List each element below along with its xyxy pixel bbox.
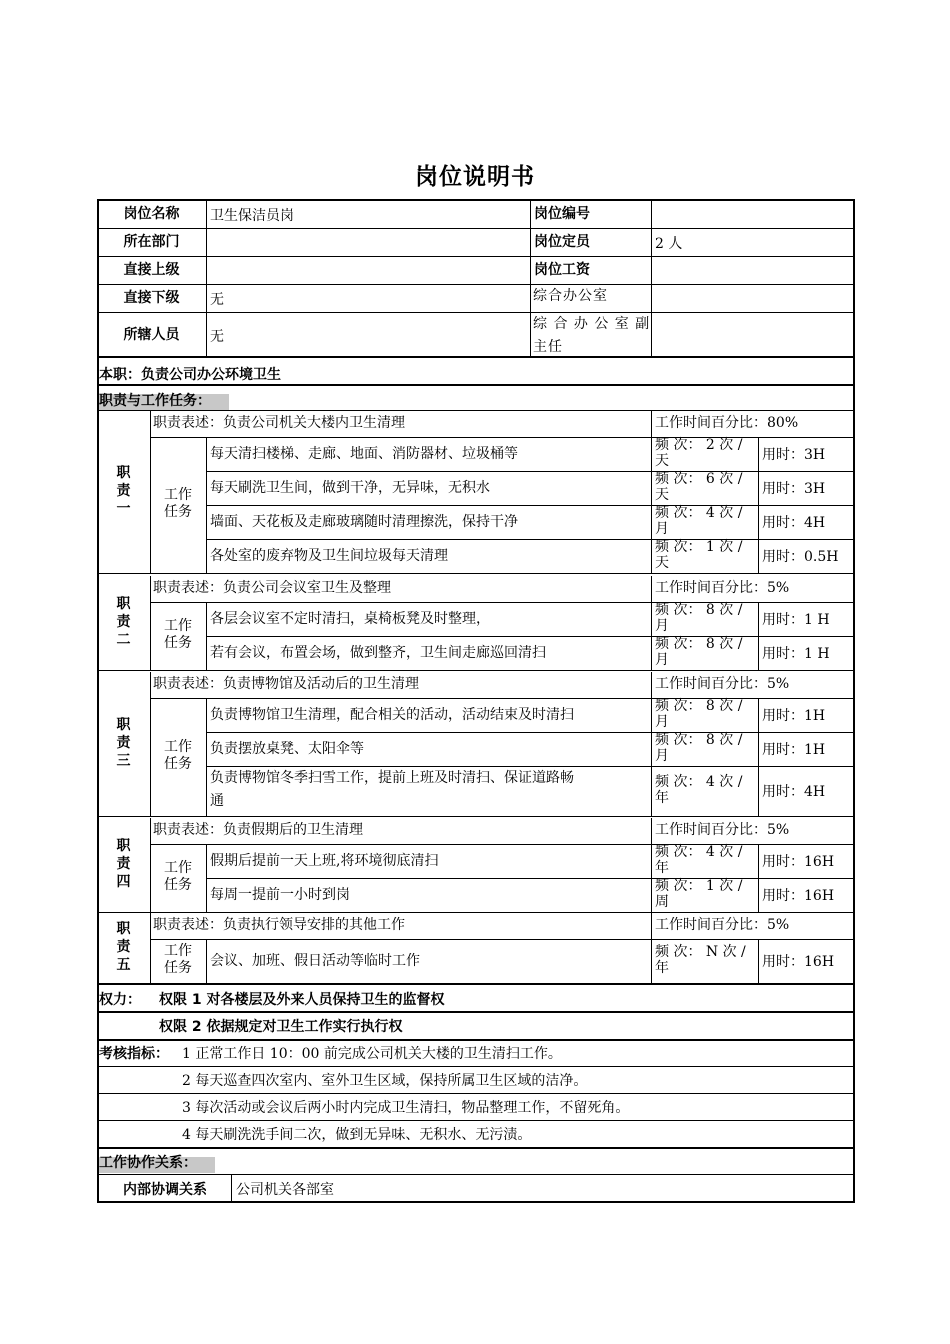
table-rule <box>97 384 854 386</box>
field-label: 岗位工资 <box>534 262 590 278</box>
task-frequency: 天 <box>655 453 669 469</box>
table-rule <box>206 939 207 983</box>
task-label: 工作 <box>164 739 192 755</box>
duty-description: 职责表述：负责公司机关大楼内卫生清理 <box>153 415 405 431</box>
task-label: 任务 <box>164 635 192 651</box>
task-frequency: 月 <box>655 714 669 730</box>
table-rule <box>206 878 854 879</box>
table-rule <box>206 471 854 472</box>
task-duration: 用时：3H <box>762 446 826 463</box>
table-rule <box>206 505 854 506</box>
table-rule <box>651 411 652 573</box>
assessment-item: 2 每天巡查四次室内、室外卫生区域，保持所属卫生区域的洁净。 <box>182 1073 588 1089</box>
table-rule <box>97 1147 854 1149</box>
table-rule <box>97 1174 854 1175</box>
task-text: 各层会议室不定时清扫，桌椅板凳及时整理， <box>210 610 490 627</box>
task-text: 若有会议，布置会场，做到整齐，卫生间走廊巡回清扫 <box>210 644 546 661</box>
assessment-item: 1 正常工作日 10：00 前完成公司机关大楼的卫生清扫工作。 <box>182 1046 562 1062</box>
task-label: 任务 <box>164 877 192 893</box>
task-duration: 用时：16H <box>762 853 835 870</box>
table-rule <box>97 670 854 671</box>
table-rule <box>97 410 854 411</box>
task-frequency: 月 <box>655 748 669 764</box>
task-duration: 用时：0.5H <box>762 548 839 565</box>
task-label: 工作 <box>164 943 192 959</box>
table-rule <box>97 912 854 913</box>
task-frequency: 频 次： 4 次 / <box>655 505 743 521</box>
duty-label: 五 <box>116 957 131 973</box>
task-label: 任务 <box>164 504 192 520</box>
time-percentage: 工作时间百分比：5% <box>655 917 790 933</box>
table-rule <box>651 913 652 983</box>
task-frequency: 年 <box>655 790 669 806</box>
time-percentage: 工作时间百分比：80% <box>655 415 799 431</box>
task-frequency: 周 <box>655 894 669 910</box>
task-text: 每天清扫楼梯、走廊、地面、消防器材、垃圾桶等 <box>210 445 518 462</box>
task-duration: 用时：4H <box>762 514 826 531</box>
task-frequency: 频 次： 8 次 / <box>655 732 743 748</box>
table-rule <box>150 844 854 845</box>
task-frequency: 频 次： 4 次 / <box>655 774 743 790</box>
table-rule <box>97 284 854 285</box>
authority-label: 权力： <box>99 992 141 1008</box>
duty-label: 职 <box>116 596 131 612</box>
task-duration: 用时：1H <box>762 707 826 724</box>
task-text: 各处室的废弃物及卫生间垃圾每天清理 <box>210 547 448 564</box>
field-value: 2 人 <box>655 236 683 252</box>
authority-item: 权限 1 对各楼层及外来人员保持卫生的监督权 <box>159 992 445 1008</box>
duty-label: 职 <box>116 838 131 854</box>
table-rule <box>97 1201 854 1203</box>
duty-description: 职责表述：负责假期后的卫生清理 <box>153 822 363 838</box>
task-duration: 用时：16H <box>762 887 835 904</box>
task-frequency: 频 次： N 次 / <box>655 944 746 960</box>
task-text: 假期后提前一天上班,将环境彻底清扫 <box>210 852 439 869</box>
table-rule <box>97 983 854 985</box>
duty-label: 责 <box>116 483 131 499</box>
task-frequency: 月 <box>655 652 669 668</box>
task-frequency: 频 次： 8 次 / <box>655 636 743 652</box>
tasks-header: 职责与工作任务： <box>99 393 211 409</box>
table-rule <box>651 672 652 816</box>
table-rule <box>231 1174 232 1202</box>
table-rule <box>530 200 531 357</box>
task-frequency: 频 次： 4 次 / <box>655 844 743 860</box>
task-duration: 用时：1 H <box>762 645 830 662</box>
table-rule <box>97 816 854 817</box>
table-rule <box>97 1120 854 1121</box>
field-label: 岗位编号 <box>534 206 590 222</box>
field-label: 所在部门 <box>123 234 180 250</box>
task-label: 工作 <box>164 860 192 876</box>
duty-description: 职责表述：负责公司会议室卫生及整理 <box>153 580 391 596</box>
task-label: 任务 <box>164 960 192 976</box>
table-rule <box>97 228 854 229</box>
task-duration: 用时：1H <box>762 741 826 758</box>
field-value: 主任 <box>533 339 563 355</box>
table-rule <box>150 602 854 603</box>
table-rule <box>97 1093 854 1094</box>
cooperation-label: 工作协作关系： <box>99 1155 197 1171</box>
duty-label: 三 <box>116 753 131 769</box>
task-frequency: 月 <box>655 618 669 634</box>
page-title: 岗位说明书 <box>415 164 535 190</box>
task-frequency: 年 <box>655 860 669 876</box>
task-text: 负责博物馆卫生清理，配合相关的活动，活动结束及时清扫 <box>210 706 574 723</box>
duty-label: 责 <box>116 856 131 872</box>
task-duration: 用时：1 H <box>762 611 830 628</box>
table-rule <box>150 698 854 699</box>
table-rule <box>758 698 759 816</box>
internal-label: 内部协调关系 <box>123 1182 207 1198</box>
duty-label: 四 <box>116 874 131 890</box>
table-rule <box>206 766 854 767</box>
table-rule <box>206 539 854 540</box>
table-rule <box>97 1011 854 1013</box>
task-frequency: 频 次： 8 次 / <box>655 698 743 714</box>
table-rule <box>97 1039 854 1041</box>
table-rule <box>651 818 652 912</box>
table-rule <box>97 1066 854 1067</box>
task-frequency: 频 次： 1 次 / <box>655 539 743 555</box>
assessment-label: 考核指标： <box>99 1046 169 1062</box>
table-rule <box>206 636 854 637</box>
table-rule <box>97 312 854 313</box>
duty-label: 一 <box>116 501 131 517</box>
table-rule <box>206 698 207 816</box>
field-label: 所辖人员 <box>123 327 180 343</box>
duty-label: 职 <box>116 717 131 733</box>
table-rule <box>206 200 207 357</box>
field-value: 卫生保洁员岗 <box>210 208 294 224</box>
field-label: 岗位名称 <box>123 206 180 222</box>
table-rule <box>97 573 854 574</box>
task-frequency: 天 <box>655 555 669 571</box>
main-duty: 本职：负责公司办公环境卫生 <box>99 367 281 383</box>
task-duration: 用时：3H <box>762 480 826 497</box>
field-value: 综 合 办 公 室 副 <box>533 316 651 332</box>
duty-label: 责 <box>116 735 131 751</box>
task-duration: 用时：4H <box>762 783 826 800</box>
table-rule <box>206 732 854 733</box>
duty-description: 职责表述：负责博物馆及活动后的卫生清理 <box>153 676 419 692</box>
task-text: 每周一提前一小时到岗 <box>210 886 350 903</box>
assessment-item: 3 每次活动或会议后两小时内完成卫生清扫，物品整理工作，不留死角。 <box>182 1100 630 1116</box>
table-rule <box>150 939 854 940</box>
field-label: 岗位定员 <box>534 234 590 250</box>
task-frequency: 天 <box>655 487 669 503</box>
duty-label: 责 <box>116 939 131 955</box>
table-rule <box>651 200 652 357</box>
field-label: 直接下级 <box>123 290 180 306</box>
task-frequency: 频 次： 8 次 / <box>655 602 743 618</box>
table-rule <box>758 939 759 983</box>
table-rule <box>97 199 854 201</box>
task-frequency: 月 <box>655 521 669 537</box>
duty-label: 二 <box>116 632 131 648</box>
table-rule <box>651 576 652 670</box>
task-frequency: 频 次： 2 次 / <box>655 437 743 453</box>
field-value: 无 <box>210 329 224 345</box>
task-text: 负责博物馆冬季扫雪工作，提前上班及时清扫、保证道路畅 <box>210 770 574 786</box>
duty-label: 责 <box>116 614 131 630</box>
table-rule <box>97 256 854 257</box>
task-label: 工作 <box>164 618 192 634</box>
field-label: 直接上级 <box>123 262 180 278</box>
authority-item: 权限 2 依据规定对卫生工作实行执行权 <box>159 1019 403 1035</box>
task-label: 任务 <box>164 756 192 772</box>
field-value: 无 <box>210 292 224 308</box>
task-text: 会议、加班、假日活动等临时工作 <box>210 952 420 969</box>
assessment-item: 4 每天刷洗洗手间二次，做到无异味、无积水、无污渍。 <box>182 1127 532 1143</box>
task-frequency: 频 次： 1 次 / <box>655 878 743 894</box>
table-rule <box>150 437 854 438</box>
task-text: 墙面、天花板及走廊玻璃随时清理擦洗，保持干净 <box>210 513 518 530</box>
duty-label: 职 <box>116 465 131 481</box>
field-value: 综合办公室 <box>533 288 608 304</box>
time-percentage: 工作时间百分比：5% <box>655 580 790 596</box>
task-duration: 用时：16H <box>762 953 835 970</box>
task-label: 工作 <box>164 487 192 503</box>
time-percentage: 工作时间百分比：5% <box>655 676 790 692</box>
table-rule <box>853 199 855 1203</box>
task-text: 通 <box>210 793 224 809</box>
task-text: 每天刷洗卫生间，做到干净，无异味，无积水 <box>210 479 490 496</box>
time-percentage: 工作时间百分比：5% <box>655 822 790 838</box>
duty-description: 职责表述：负责执行领导安排的其他工作 <box>153 917 405 933</box>
internal-value: 公司机关各部室 <box>236 1182 334 1198</box>
duty-label: 职 <box>116 921 131 937</box>
task-text: 负责摆放桌凳、太阳伞等 <box>210 740 364 757</box>
task-frequency: 年 <box>655 960 669 976</box>
table-rule <box>97 356 854 358</box>
task-frequency: 频 次： 6 次 / <box>655 471 743 487</box>
